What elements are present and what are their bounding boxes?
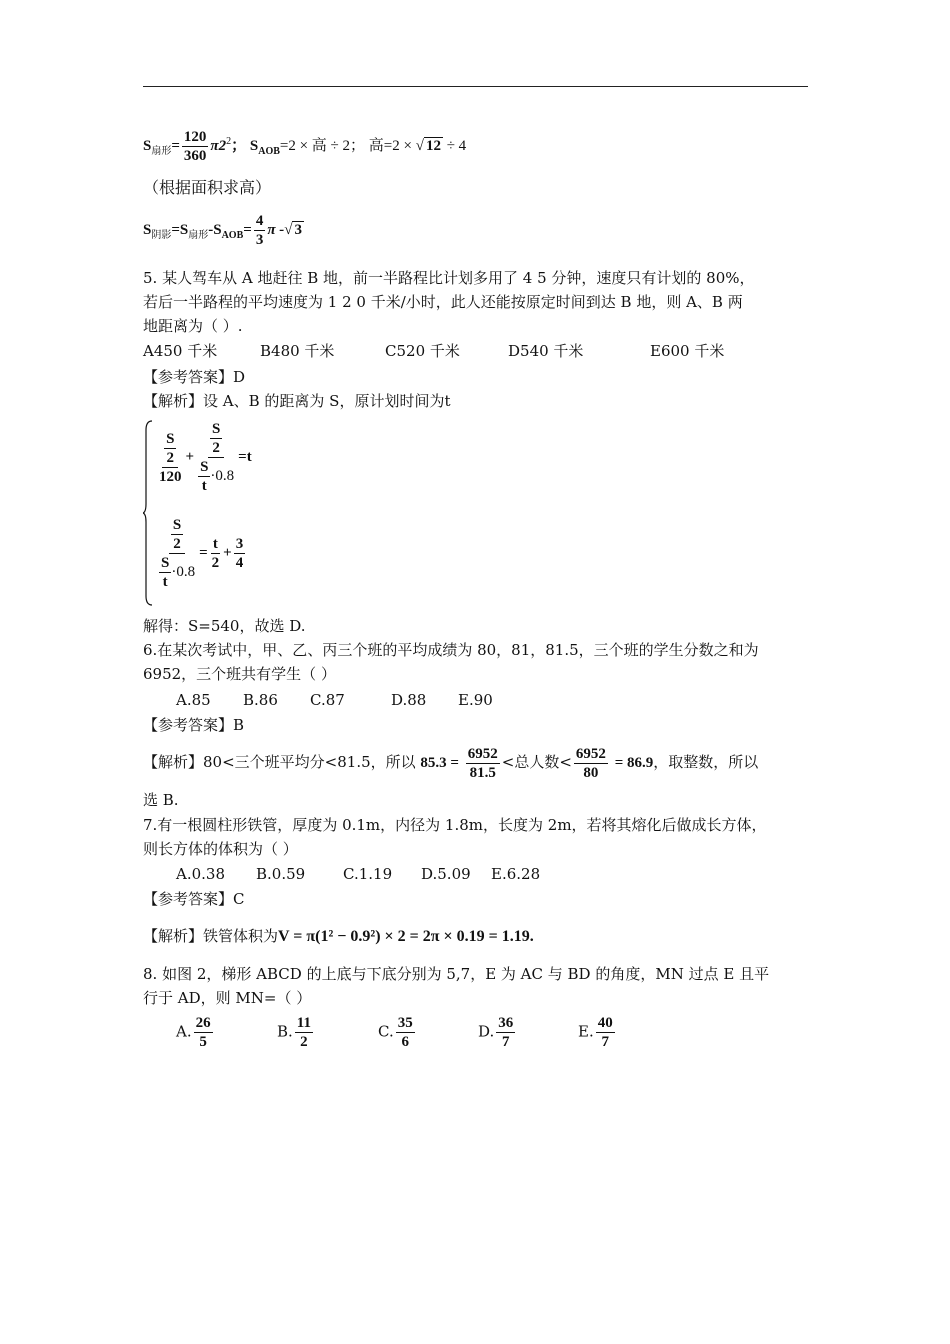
q6-option-e: E.90 [458,691,493,709]
q5-line1: 5. 某人驾车从 A 地赶往 B 地，前一半路程比计划多用了 4 5 分钟，速度只有计划的 80%， [143,269,755,287]
q5-option-b: B480 千米 [260,342,335,360]
q7-answer: 【参考答案】C [143,890,245,908]
q6-answer: 【参考答案】B [143,716,245,734]
q5-line2: 若后一半路程的平均速度为 1 2 0 千米/小时，此人还能按原定时间到达 B 地，则 A、B 两 [143,293,743,311]
q7-option-d: D.5.09 [421,865,471,883]
q6-option-b: B.86 [243,691,278,709]
q6-line1: 6.在某次考试中，甲、乙、丙三个班的平均成绩为 80，81，81.5，三个班的学生分数之和为 [143,641,759,659]
equation-system-brace [143,420,153,606]
q8-option-e: E. $\frac{40}{7}$ [578,1015,613,1050]
q5-solve: 解得：S=540，故选 D. [143,617,306,635]
q7-option-a: A.0.38 [176,865,225,883]
header-rule [143,86,808,87]
q6-line2: 6952，三个班共有学生（ ） [143,665,336,683]
q5-equation-2: $\frac{S}{2}$ $\frac{S}{t}$ ·0.8 = $\frac{t}{2}$ + $\frac{3}{4}$ [161,517,244,590]
q5-option-e: E600 千米 [650,342,725,360]
q5-equation-1: $\frac{\frac{S}{2}}{120}$ + $\frac{S}{2}$ $\frac{S}{t}$ ·0.8 =t [159,421,252,494]
sector-area-formula: $S_{扇形}=$ $\frac{120}{360}$ $\pi 2^2$； $S_{AOB}=2$ × 高 ÷ 2； 高=2 × √ 12 ÷ 4 [143,129,467,164]
q6-option-c: C.87 [310,691,345,709]
q8-option-a: A. $\frac{26}{5}$ [176,1015,211,1050]
q7-line2: 则长方体的体积为（ ） [143,840,298,858]
q5-option-a: A450 千米 [143,342,218,360]
q8-line2: 行于 AD，则 MN=（ ） [143,989,312,1007]
q6-option-a: A.85 [176,691,211,709]
q5-line3: 地距离为（ ）. [143,317,243,335]
q5-option-d: D540 千米 [508,342,584,360]
q7-analysis: 【解析】铁管体积为V = π(1² − 0.9²) × 2 = 2π × 0.19 = 1.19. [143,927,534,945]
q6-analysis-end: 选 B. [143,791,179,809]
q7-option-c: C.1.19 [343,865,393,883]
q7-option-b: B.0.59 [256,865,306,883]
q5-option-c: C520 千米 [385,342,460,360]
q7-line1: 7.有一根圆柱形铁管，厚度为 0.1m，内径为 1.8m，长度为 2m，若将其熔化后做成长方体， [143,816,767,834]
q5-analysis: 【解析】设 A、B 的距离为 S，原计划时间为t [143,392,451,410]
q7-option-e: E.6.28 [491,865,541,883]
q8-option-d: D. $\frac{36}{7}$ [478,1015,514,1050]
shadow-area-formula: $S_{阴影}=S_{扇形}-S_{AOB}=$ $\frac{4}{3}$ π -√ 3 [143,213,302,248]
q8-option-c: C. $\frac{35}{6}$ [378,1015,413,1050]
q8-line1: 8. 如图 2，梯形 ABCD 的上底与下底分别为 5,7，E 为 AC 与 BD 的角度，MN 过点 E 且平 [143,965,770,983]
note-height: （根据面积求高） [143,178,272,197]
q5-answer: 【参考答案】D [143,368,246,386]
q6-option-d: D.88 [391,691,427,709]
q8-option-b: B. $\frac{11}{2}$ [277,1015,311,1050]
q6-analysis: 【解析】80<三个班平均分<81.5，所以 85.3 = $\frac{6952}{81.5}$ <总人数< $\frac{6952}{80}$ = 86.9，取整数，所以 [143,745,759,781]
